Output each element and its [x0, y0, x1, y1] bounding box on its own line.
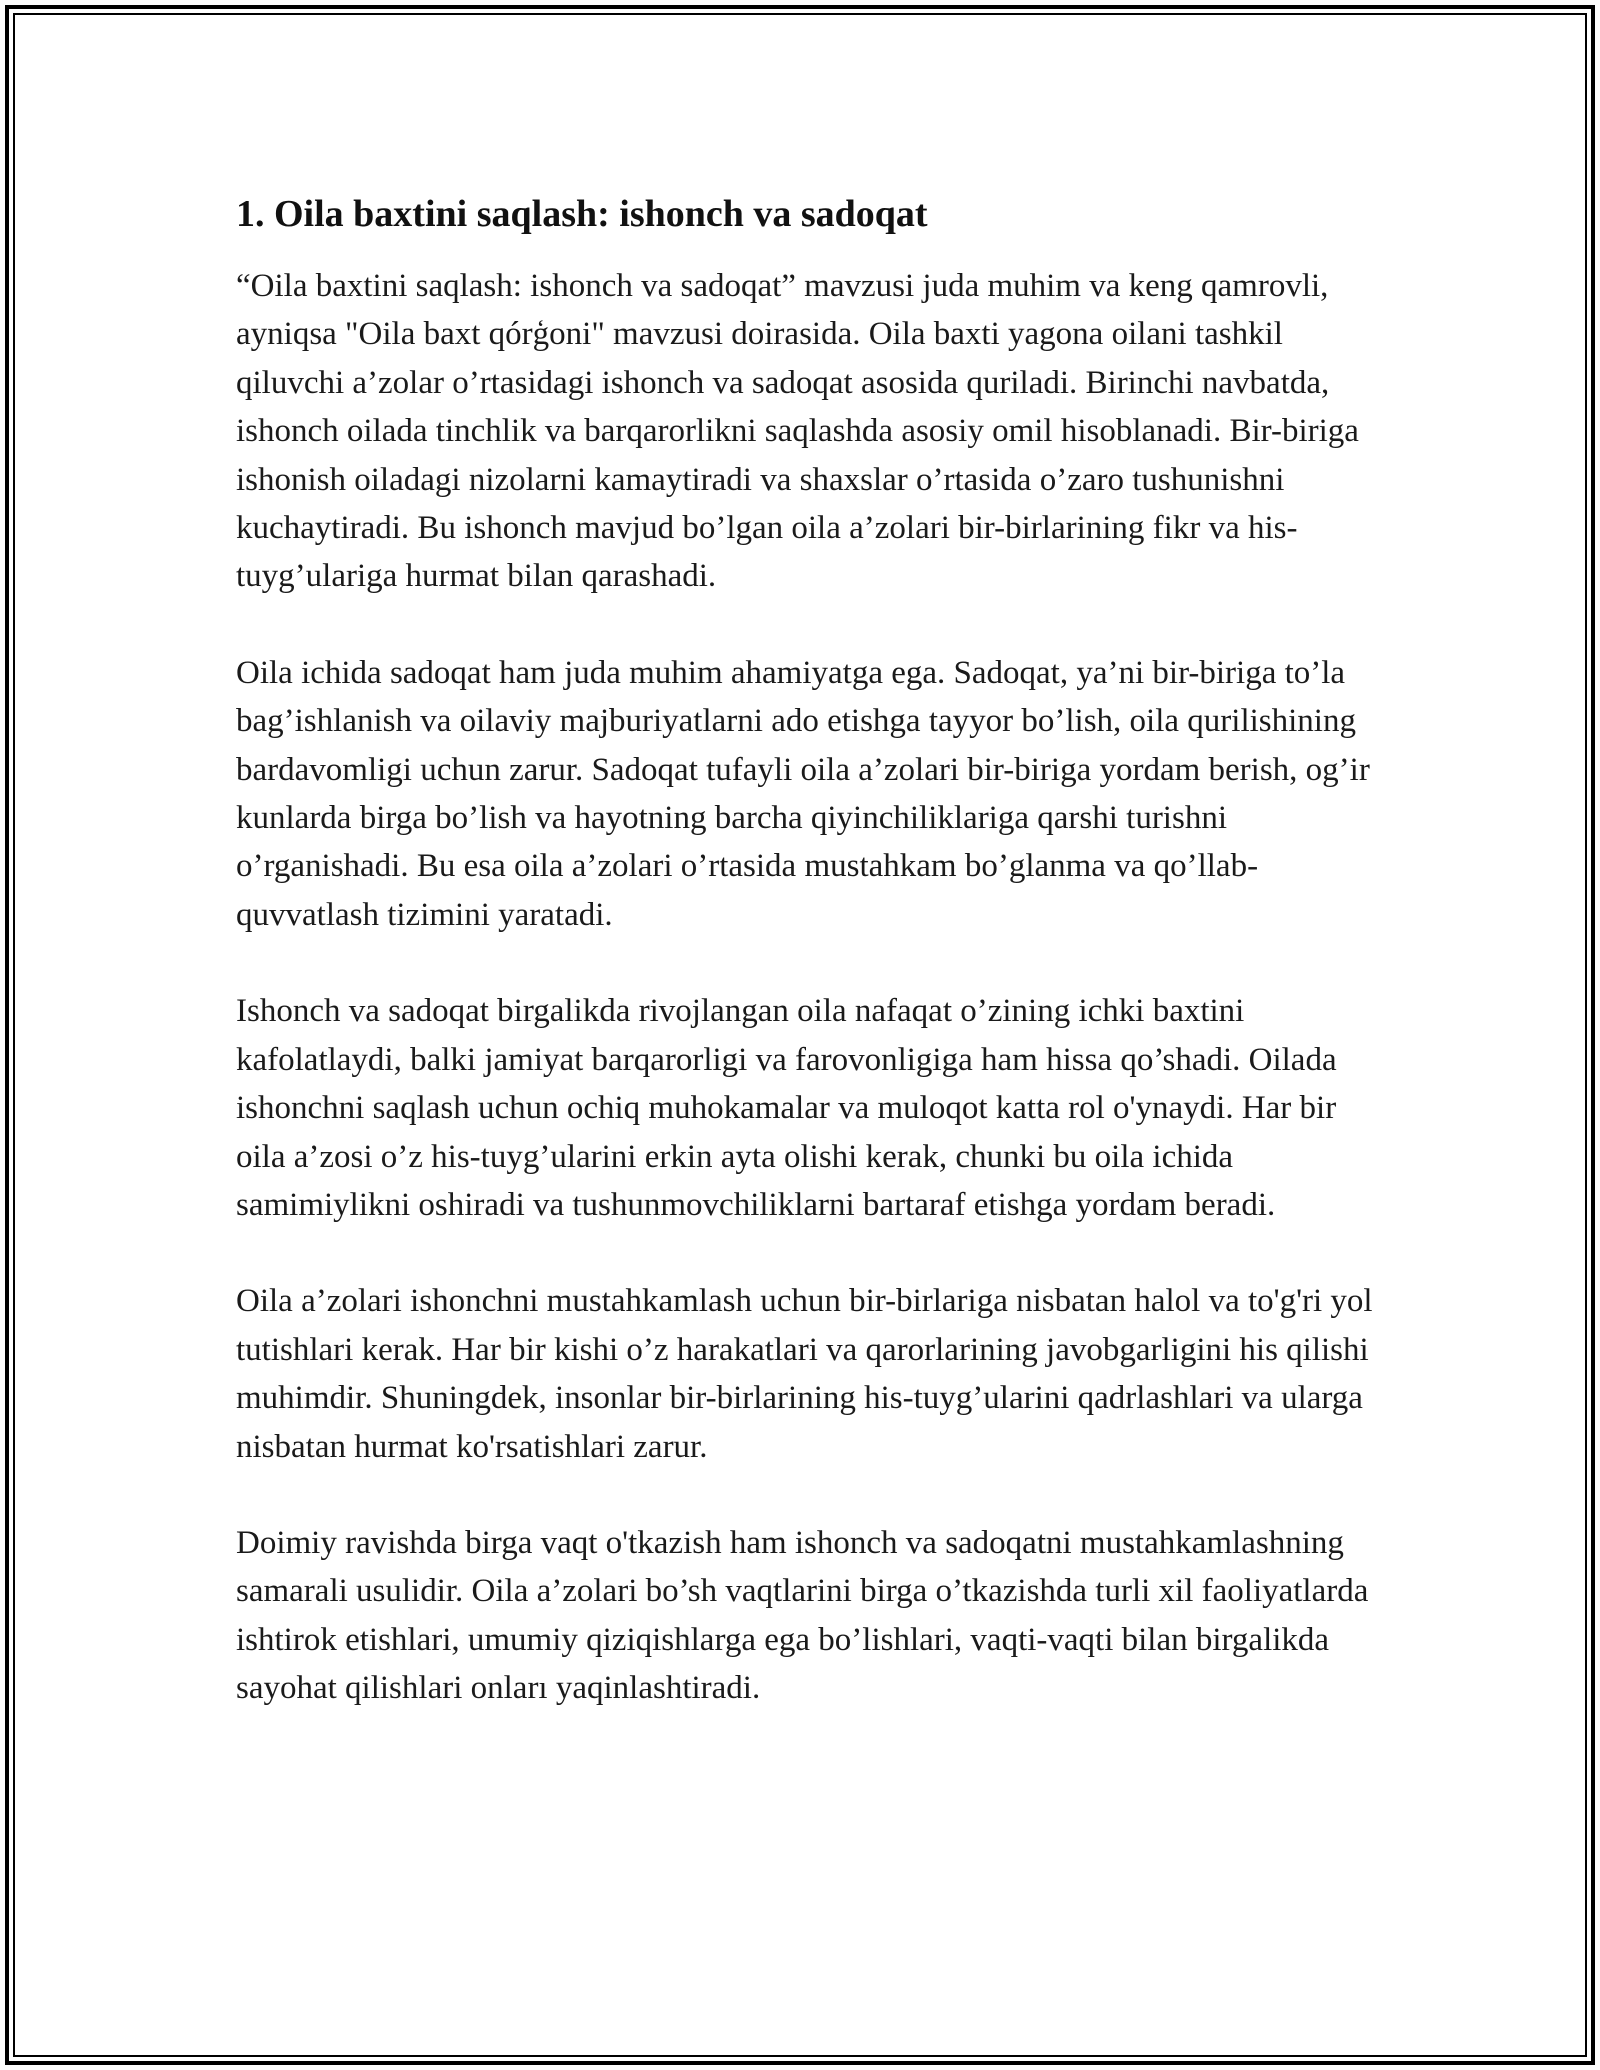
paragraph-1: “Oila baxtini saqlash: ishonch va sadoqat” mavzusi juda muhim va keng qamrovli, ayniqsa "Oila baxt qórģoni" mavzusi doirasida. Oila baxti yagona oilani tashkil qiluvchi a’zolar o’rtasidagi ishonch va sadoqat asosida quriladi. Birinchi navbatda, ishonch oilada tinchlik va barqarorlikni saqlashda asosiy omil hisoblanadi. Bir-biriga ishonish oiladagi nizolarni kamaytiradi va shaxslar o’rtasida o’zaro tushunishni kuchaytiradi. Bu ishonch mavjud bo’lgan oila a’zolari bir-birlarining fikr va his-tuyg’ulariga hurmat bilan qarashadi. [236, 268, 1359, 595]
paragraph-3: Ishonch va sadoqat birgalikda rivojlangan oila nafaqat o’zining ichki baxtini kafolatlaydi, balki jamiyat barqarorligi va farovonligiga ham hissa qo’shadi. Oilada ishonchni saqlash uchun ochiq muhokamalar va muloqot katta rol o'ynaydi. Har bir oila a’zosi o’z his-tuyg’ularini erkin ayta olishi kerak, chunki bu oila ichida samimiylikni oshiradi va tushunmovchiliklarni bartaraf etishga yordam beradi. [236, 993, 1337, 1223]
paragraph-5: Doimiy ravishda birga vaqt o'tkazish ham ishonch va sadoqatni mustahkamlashning samarali usulidir. Oila a’zolari bo’sh vaqtlarini birga o’tkazishda turli xil faoliyatlarda ishtirok etishlari, umumiy qiziqishlarga ega bo’lishlari, vaqti-vaqti bilan birgalikda sayohat qilishlari onları yaqinlashtiradi. [236, 1524, 1369, 1707]
paragraph-4: Oila a’zolari ishonchni mustahkamlash uchun bir-birlariga nisbatan halol va to'g'ri yol tutishlari kerak. Har bir kishi o’z harakatlari va qarorlarining javobgarligini his qilishi muhimdir. Shuningdek, insonlar bir-birlarining his-tuyg’ularini qadrlashlari va ularga nisbatan hurmat ko'rsatishlari zarur. [236, 1283, 1373, 1465]
document-body [236, 188, 1376, 1713]
paragraph-2: Oila ichida sadoqat ham juda muhim ahamiyatga ega. Sadoqat, ya’ni bir-biriga to’la bag’ishlanish va oilaviy majburiyatlarni ado etishga tayyor bo’lish, oila qurilishining bardavomligi uchun zarur. Sadoqat tufayli oila a’zolari bir-biriga yordam berish, og’ir kunlarda birga bo’lish va hayotning barcha qiyinchiliklariga qarshi turishni o’rganishadi. Bu esa oila a’zolari o’rtasida mustahkam bo’glanma va qo’llab-quvvatlash tizimini yaratadi. [236, 654, 1370, 933]
section-title: 1. Oila baxtini saqlash: ishonch va sadoqat [236, 193, 928, 235]
